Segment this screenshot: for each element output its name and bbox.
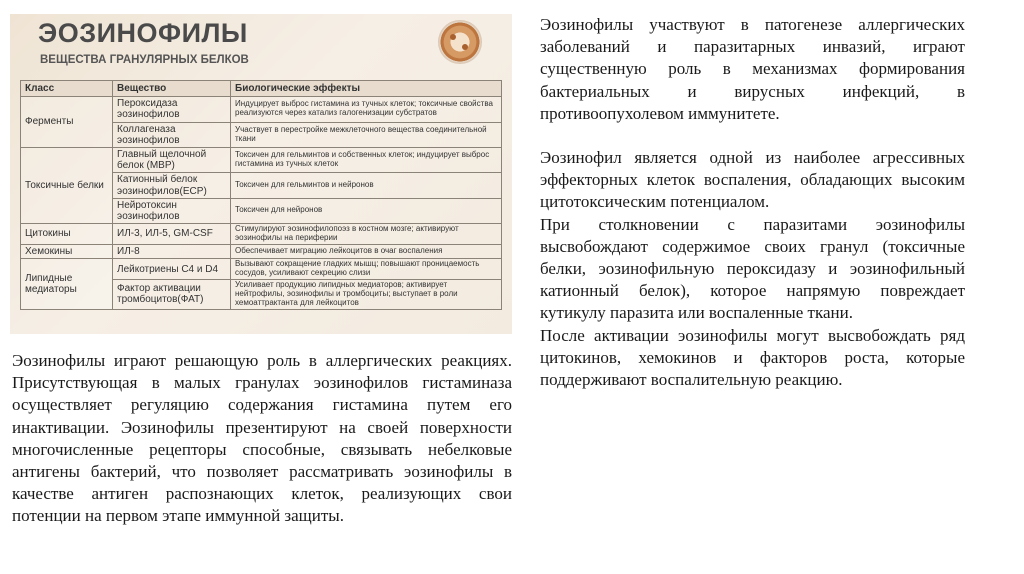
- right-paragraph-4: После активации эозинофилы могут высвобождать ряд цитокинов, хемокинов и факторов роста, которые поддерживают воспалительную реакцию.: [540, 325, 965, 390]
- slide-image: [10, 14, 512, 334]
- substance-cell: ИЛ-8: [113, 244, 231, 258]
- effect-cell: Стимулируют эозинофилопоэз в костном мозге; активируют эозинофилы на периферии: [231, 224, 502, 245]
- granular-proteins-table: [20, 80, 502, 310]
- right-paragraph-1: Эозинофилы участвуют в патогенезе аллергических заболеваний и паразитарных инвазий, играют существенную роль в механизмах формирования бактериальных и вирусных инфекций, в противоопухолевом иммунитете.: [540, 15, 965, 123]
- substance-cell: Лейкотриены С4 и D4: [113, 259, 231, 280]
- effect-cell: Вызывают сокращение гладких мышц; повышают проницаемость сосудов, усиливают секрецию слизи: [231, 259, 502, 280]
- substance-cell: Фактор активации тромбоцитов(ФАТ): [113, 280, 231, 310]
- effect-cell: Токсичен для гельминтов и собственных клеток; индуцирует выброс гистамина из тучных клеток: [231, 147, 502, 172]
- substance-cell: ИЛ-3, ИЛ-5, GM-CSF: [113, 224, 231, 245]
- table-row: [21, 244, 502, 258]
- substance-cell: Главный щелочной белок (MBP): [113, 147, 231, 172]
- class-cell: Хемокины: [21, 244, 113, 258]
- effect-cell: Токсичен для нейронов: [231, 198, 502, 223]
- right-paragraph-3: При столкновении с паразитами эозинофилы высвобождают содержимое своих гранул (токсичные белки, эозинофильную пероксидазу и эозинофильный катионный белок), которое напрямую повреждает кутикулу паразита или воспаленные ткани.: [540, 214, 965, 323]
- effect-cell: Обеспечивает миграцию лейкоцитов в очаг воспаления: [231, 244, 502, 258]
- class-cell: Цитокины: [21, 224, 113, 245]
- substance-cell: Пероксидаза эозинофилов: [113, 97, 231, 122]
- table-row: [21, 224, 502, 245]
- slide-title: ЭОЗИНОФИЛЫ: [38, 18, 248, 48]
- right-text-block: [540, 14, 965, 391]
- class-cell: Липидные медиаторы: [21, 259, 113, 310]
- table-row: [21, 259, 502, 280]
- effect-cell: Усиливает продукцию липидных медиаторов; активирует нейтрофилы, эозинофилы и тромбоциты; выступает в роли хемоаттрактанта для лейкоцитов: [231, 280, 502, 310]
- left-paragraph: Эозинофилы играют решающую роль в аллергических реакциях. Присутствующая в малых гранулах эозинофилов гистаминаза осуществляет регуляцию содержания гистамина путем его инактивации. Эозинофилы презентируют на своей поверхности многочисленные рецепторы способные, связывать небелковые антигены бактерий, что позволяет рассматривать эозинофилы в качестве антиген распознающих клеток, реализующих свои потенции на первом этапе иммунной защиты.: [12, 351, 512, 526]
- header-substance: Вещество: [113, 81, 231, 97]
- substance-cell: Катионный белок эозинофилов(ECP): [113, 173, 231, 198]
- effect-cell: Токсичен для гельминтов и нейронов: [231, 173, 502, 198]
- table-header-row: [21, 81, 502, 97]
- class-cell: Токсичные белки: [21, 147, 113, 223]
- header-class: Класс: [21, 81, 113, 97]
- slide-subtitle: ВЕЩЕСТВА ГРАНУЛЯРНЫХ БЕЛКОВ: [40, 54, 249, 66]
- table-row: [21, 97, 502, 122]
- substance-cell: Коллагеназа эозинофилов: [113, 122, 231, 147]
- substance-cell: Нейротоксин эозинофилов: [113, 198, 231, 223]
- effect-cell: Индуцирует выброс гистамина из тучных клеток; токсичные свойства реализуются через катализ галогенизации субстратов: [231, 97, 502, 122]
- table-row: [21, 147, 502, 172]
- right-paragraph-2: Эозинофил является одной из наиболее агрессивных эффекторных клеток воспаления, обладающих высоким цитотоксическим потенциалом.: [540, 148, 965, 212]
- effect-cell: Участвует в перестройке межклеточного вещества соединительной ткани: [231, 122, 502, 147]
- header-effects: Биологические эффекты: [231, 81, 502, 97]
- class-cell: Ферменты: [21, 97, 113, 148]
- eosinophil-cell-image: [438, 20, 482, 64]
